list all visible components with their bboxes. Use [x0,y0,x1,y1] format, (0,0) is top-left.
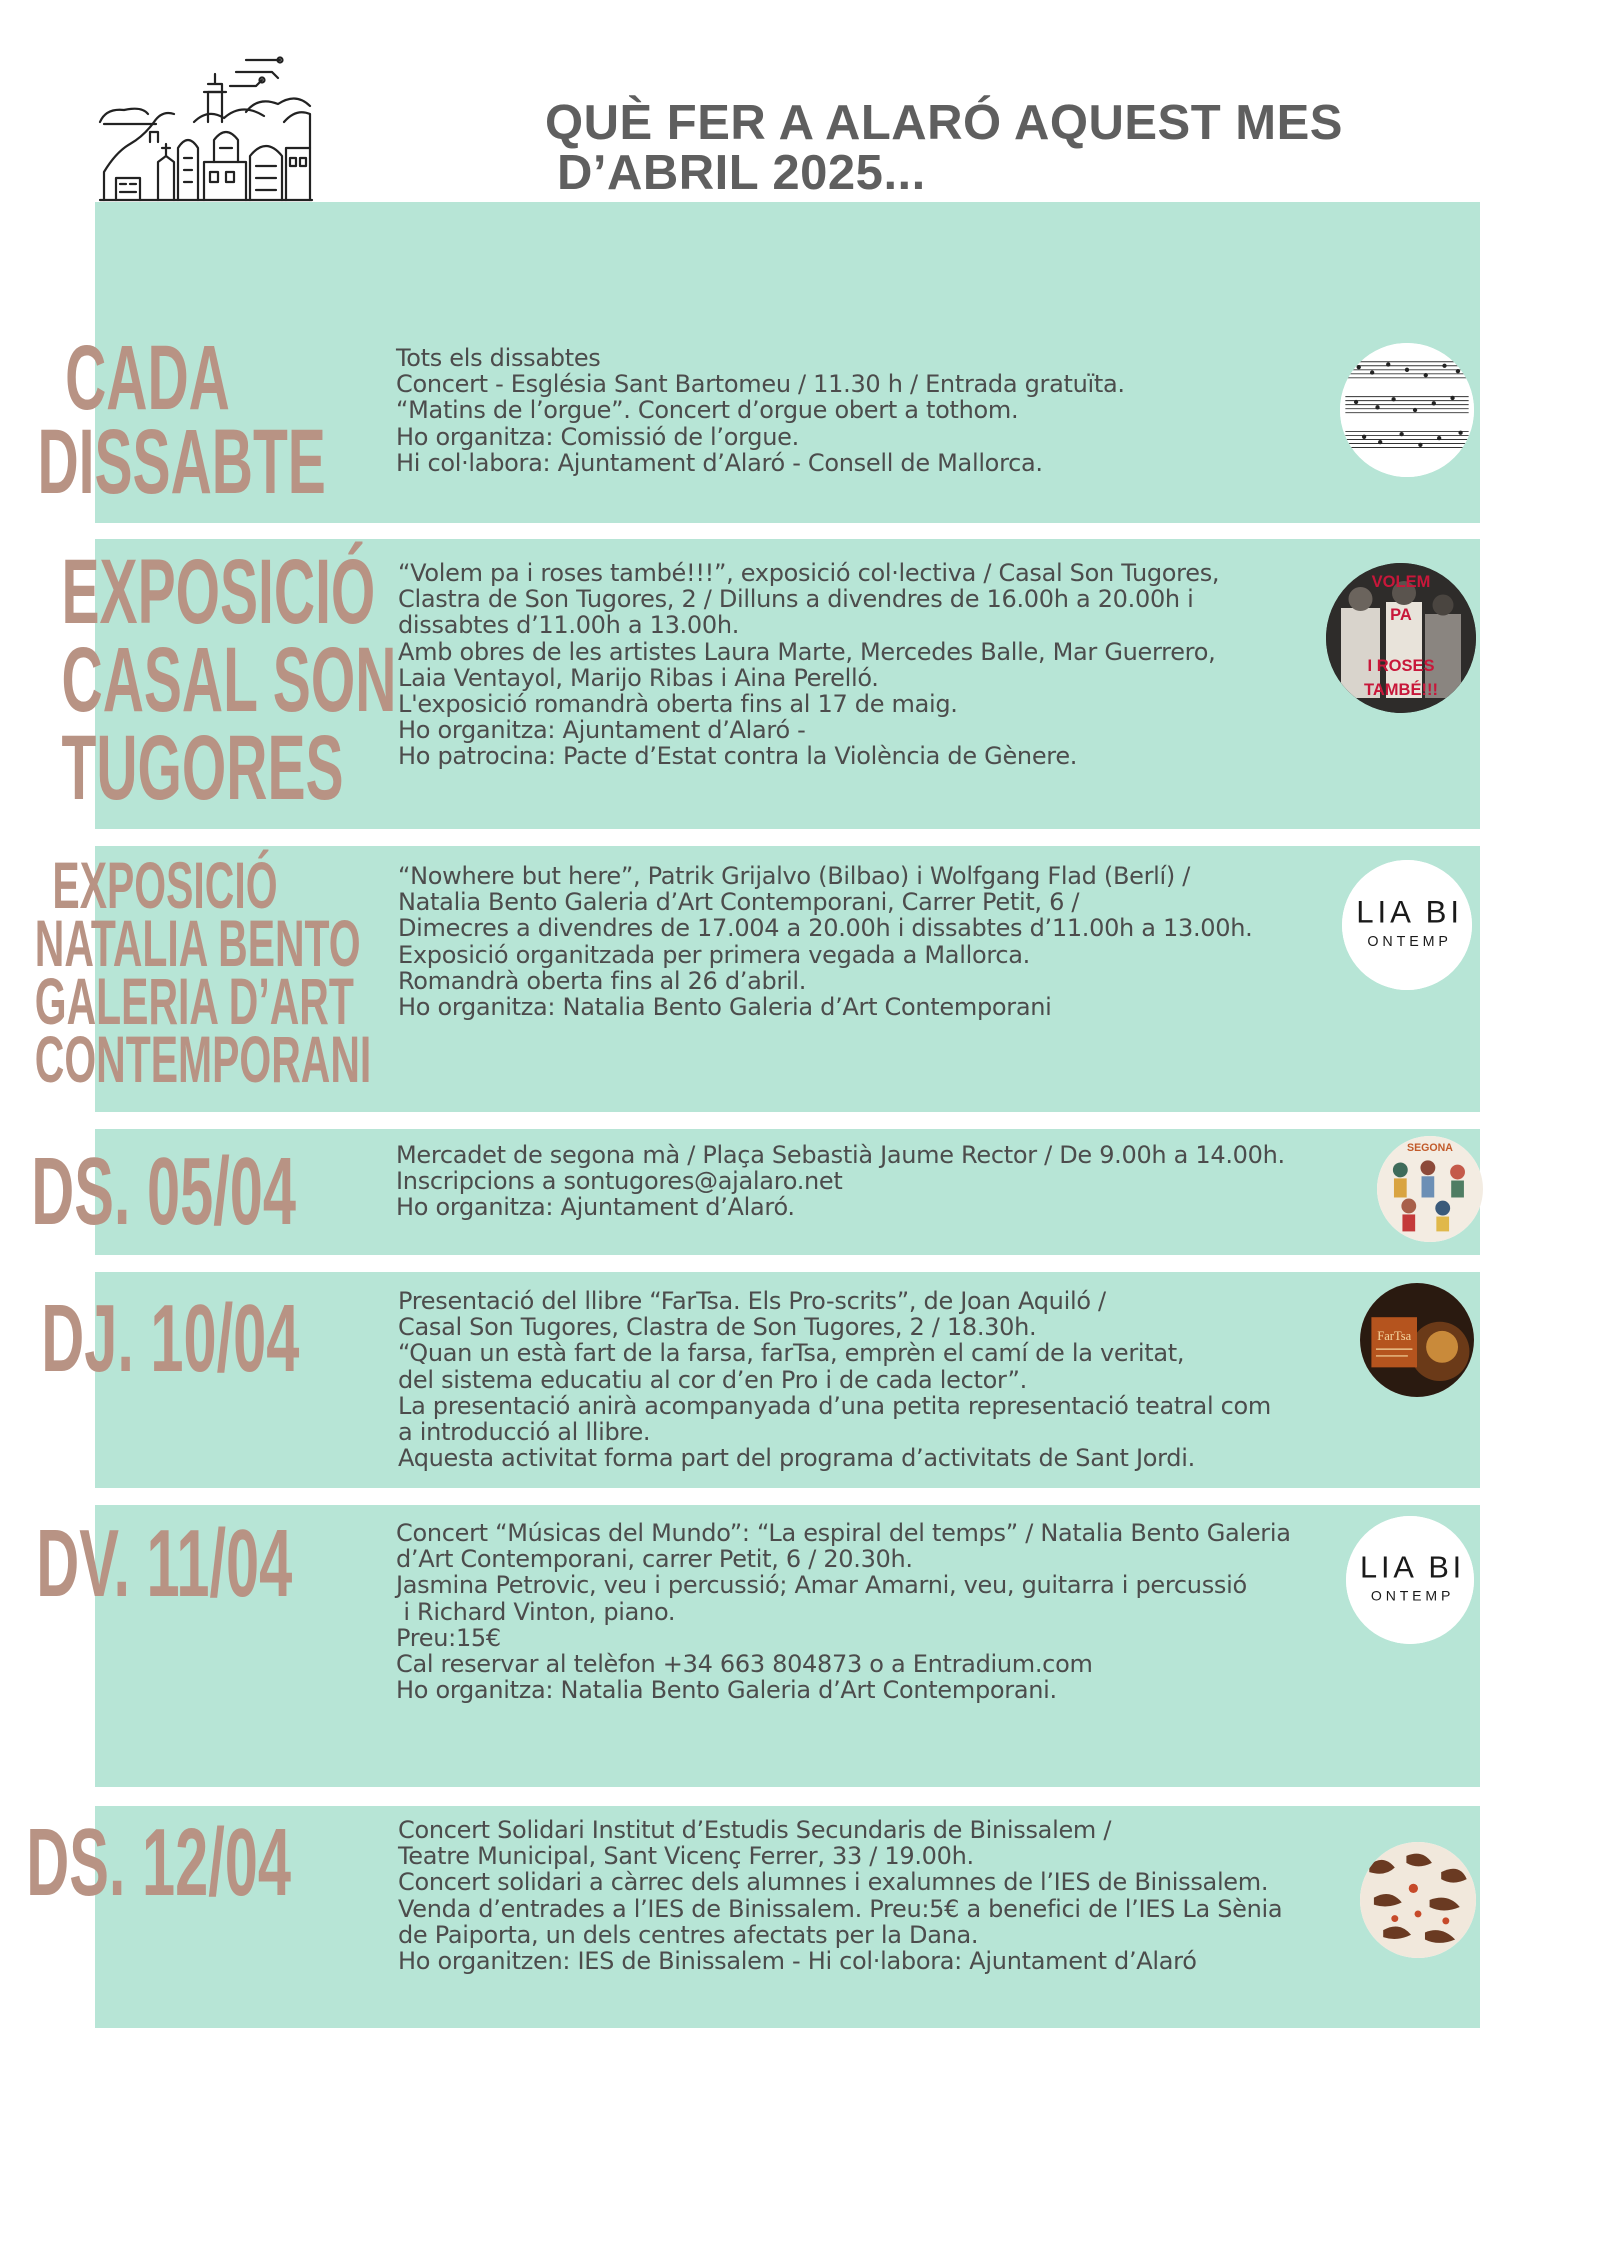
poster-text: PA [1390,606,1412,624]
event-label [31,1138,296,1245]
poster-text: I ROSES [1367,657,1435,675]
description-line: La presentació anirà acompanyada d’una petita representació teatral com [398,1391,1271,1420]
description-line: Cal reservar al telèfon +34 663 804873 o a Entradium.com [396,1650,1093,1679]
description-line: del sistema educatiu al cor d’en Pro i de cada lector”. [398,1365,1028,1394]
description-line: Ho organitza: Ajuntament d’Alaró - [398,716,806,745]
event-label-line: DS. 12/04 [26,1809,291,1916]
description-line: dissabtes d’11.00h a 13.00h. [398,611,740,640]
description-line: Exposició organitzada per primera vegada a Mallorca. [398,940,1031,969]
description-line: “Quan un està fart de la farsa, farTsa, emprèn el camí de la veritat, [398,1339,1185,1368]
description-line: Hi col·labora: Ajuntament d’Alaró - Consell de Mallorca. [396,448,1043,477]
description-line: Preu:15€ [396,1623,501,1652]
description-line: Laia Ventayol, Marijo Ribas i Aina Perelló. [398,663,879,692]
page-title [545,98,1343,198]
description-line: Ho organitza: Comissió de l’orgue. [396,422,799,451]
event-label [37,327,326,513]
description-line: Mercadet de segona mà / Plaça Sebastià Jaume Rector / De 9.00h a 14.00h. [396,1141,1285,1169]
description-line: Ho organitzen: IES de Binissalem - Hi col·labora: Ajuntament d’Alaró [398,1947,1197,1976]
description-line: L'exposició romandrà oberta fins al 17 de maig. [398,690,958,719]
event-description [398,863,1253,1020]
description-line: “Volem pa i roses també!!!”, exposició col·lectiva / Casal Son Tugores, [398,559,1220,587]
poster-text: SEGONA [1407,1141,1453,1154]
gallery-logo-text: LIA BI [1360,1549,1466,1585]
title-line-2: D’ABRIL 2025... [557,146,926,200]
event-label-line: CASAL SON [61,629,397,731]
description-line: Ho organitza: Natalia Bento Galeria d’Art Contemporani. [396,1676,1057,1705]
description-line: Natalia Bento Galeria d’Art Contemporani, Carrer Petit, 6 / [398,888,1080,917]
description-line: Dimecres a divendres de 17.004 a 20.00h i dissabtes d’11.00h a 13.00h. [398,914,1253,943]
poster-text: FarTsa [1377,1329,1412,1343]
event-label-line: DJ. 10/04 [41,1285,300,1392]
description-line: de Paiporta, un dels centres afectats per la Dana. [398,1920,979,1949]
event-label-line: CONTEMPORANI [34,1022,372,1096]
sheet-music-icon [1340,343,1474,477]
event-description [396,1520,1291,1703]
event-label [61,541,397,819]
event-label-line: DISSABTE [37,411,326,513]
event-description [398,1817,1282,1974]
poster-text: TAMBÉ!!! [1364,681,1438,699]
description-line: Venda d’entrades a l’IES de Binissalem. Preu:5€ a benefici de l’IES La Sènia [398,1894,1283,1923]
description-line: Concert - Església Sant Bartomeu / 11.30 h / Entrada gratuïta. [396,370,1125,399]
event-label [34,848,372,1096]
town-skyline-logo [96,52,316,202]
description-line: “Nowhere but here”, Patrik Grijalvo (Bilbao) i Wolfgang Flad (Berlí) / [398,862,1191,890]
description-line: Presentació del llibre “FarTsa. Els Pro-scrits”, de Joan Aquiló / [398,1287,1106,1315]
event-label-line: NATALIA BENTO [34,906,361,980]
event-label [26,1809,291,1916]
event-description [396,345,1125,476]
description-line: Amb obres de les artistes Laura Marte, Mercedes Balle, Mar Guerrero, [398,637,1216,666]
event-label-line: GALERIA D’ART [34,964,354,1038]
description-line: “Matins de l’orgue”. Concert d’orgue obert a tothom. [396,396,1019,425]
description-line: Teatre Municipal, Sant Vicenç Ferrer, 33 / 19.00h. [398,1842,974,1871]
gallery-logo-text: LIA BI [1356,894,1463,930]
concert-poster-icon [1360,1842,1476,1958]
description-line: Tots els dissabtes [396,344,601,372]
exhibition-poster-icon [1326,563,1476,713]
description-line: Ho patrocina: Pacte d’Estat contra la Violència de Gènere. [398,742,1078,771]
description-line: Ho organitza: Natalia Bento Galeria d’Art Contemporani [398,993,1052,1022]
description-line: i Richard Vinton, piano. [396,1597,676,1626]
description-line: Casal Son Tugores, Clastra de Son Tugores, 2 / 18.30h. [398,1313,1037,1342]
market-illustration-icon [1377,1136,1483,1242]
description-line: Concert solidari a càrrec dels alumnes i exalumnes de l’IES de Binissalem. [398,1868,1269,1897]
event-description [396,1142,1285,1221]
description-line: a introducció al llibre. [398,1418,651,1447]
description-line: Jasmina Petrovic, veu i percussió; Amar Amarni, veu, guitarra i percussió [396,1571,1247,1600]
event-label-line: EXPOSICIÓ [52,848,278,922]
gallery-logo-text: ONTEMP [1370,1587,1455,1604]
description-line: Ho organitza: Ajuntament d’Alaró. [396,1193,795,1222]
title-line-1: QUÈ FER A ALARÓ AQUEST MES [545,96,1343,150]
event-label-line: DS. 05/04 [31,1138,296,1245]
description-line: Aquesta activitat forma part del programa d’activitats de Sant Jordi. [398,1444,1195,1473]
book-poster-icon [1360,1283,1474,1397]
gallery-logo-text: ONTEMP [1367,933,1452,950]
event-label [36,1510,293,1617]
event-label [41,1285,300,1392]
gallery-logo-icon [1342,860,1472,990]
event-label-line: CADA [65,327,230,429]
event-description [398,1288,1271,1471]
event-label-line: DV. 11/04 [36,1510,293,1617]
event-label-line: TUGORES [61,717,344,819]
poster-text: VOLEM [1371,573,1431,591]
description-line: Romandrà oberta fins al 26 d’abril. [398,966,807,995]
description-line: Concert “Músicas del Mundo”: “La espiral del temps” / Natalia Bento Galeria [396,1519,1291,1547]
gallery-logo-icon [1346,1516,1474,1644]
event-label-line: EXPOSICIÓ [61,541,376,643]
event-description [398,560,1219,770]
description-line: Concert Solidari Institut d’Estudis Secundaris de Binissalem / [398,1816,1112,1844]
description-line: d’Art Contemporani, carrer Petit, 6 / 20.30h. [396,1545,913,1574]
description-line: Clastra de Son Tugores, 2 / Dilluns a divendres de 16.00h a 20.00h i [398,585,1194,614]
description-line: Inscripcions a sontugores@ajalaro.net [396,1167,843,1196]
